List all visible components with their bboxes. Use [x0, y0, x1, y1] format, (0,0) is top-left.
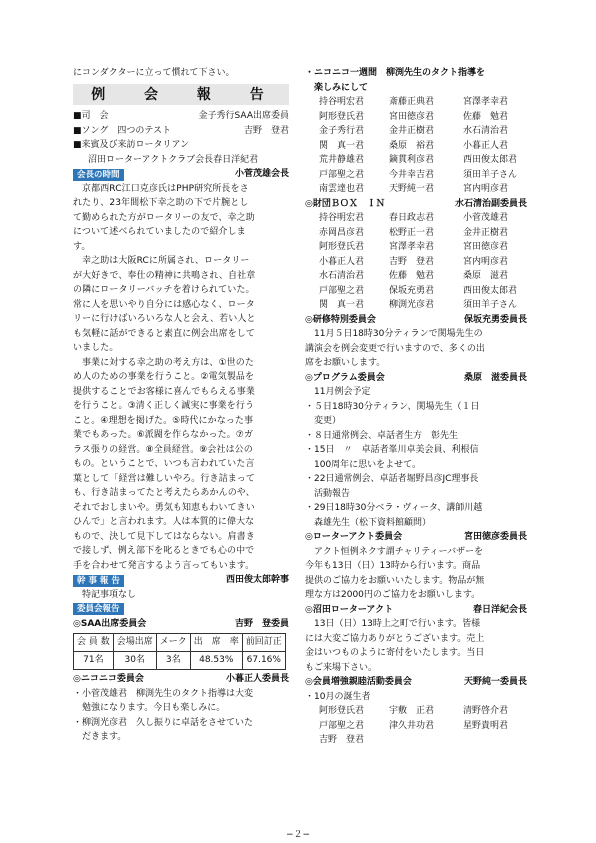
member-name: 宮田徳彦君	[463, 242, 509, 252]
president-para3	[73, 356, 289, 574]
text-line: 提供することでお客様に喜んでもらえる事業	[73, 386, 256, 397]
program-line: 11月例会予定	[314, 387, 371, 397]
member-name: 宮内明彦君	[463, 256, 509, 267]
member-name: 金井正樹君	[463, 227, 509, 238]
niko-name: 小暮正人委員長	[225, 674, 289, 684]
attendance-header-row	[74, 634, 286, 652]
chair-row	[73, 109, 289, 124]
member-name: 宮内明彦君	[463, 184, 509, 194]
name-row	[305, 298, 527, 313]
text-line: 金はいつものように寄付をいたします。当日	[305, 648, 485, 658]
ract-header	[305, 530, 527, 545]
text-line: れたり、23年間松下幸之助の下で片腕とし	[73, 198, 249, 208]
song-label: ■ソング 四つのテスト	[73, 125, 171, 136]
right-column	[305, 66, 527, 748]
member-title: ◎会員増強親睦活動委員会	[305, 677, 412, 687]
text-line: が大好きで、奉仕の精神に共鳴され、自社章	[73, 270, 256, 281]
ract-title: ◎ローターアクト委員会	[305, 532, 403, 542]
member-name: 金子秀行君	[319, 126, 365, 136]
program-line: 森雄先生（松下資料館顧問）	[314, 517, 432, 528]
header-rate: 出 席 率	[190, 634, 242, 652]
name-row	[305, 284, 527, 299]
name-row	[305, 95, 527, 110]
niko-week-title2: 楽しみにして	[314, 82, 369, 93]
name-row	[305, 269, 527, 284]
text-line: アクト恒例ネクす謂チャリティーバザーを	[314, 546, 484, 557]
member-name: 柳渕光彦君	[389, 300, 435, 310]
text-line: を行うこと。③清く正しく誠実に事業を行う	[73, 401, 255, 411]
text-line: こと。④理想を掲げた。⑤時代にかなった事	[73, 415, 254, 426]
program-line: ・22日通常例会、卓話者堀野昌彦JC理事長	[305, 474, 479, 484]
president-para1	[73, 182, 289, 255]
program-line: ・８日通常例会、卓話者生方 彰先生	[305, 430, 459, 441]
kanji-header	[73, 573, 289, 588]
program-name: 桑原 滋委員長	[463, 372, 527, 383]
name-row	[305, 110, 527, 125]
text-line: 13日（日）13時上之町で行います。皆様	[314, 619, 481, 629]
text-line: て勤められた方がロータリーの友で、幸之助	[73, 212, 255, 223]
text-line: 幸之助は大阪RCに所属され、ロータリー	[82, 256, 250, 266]
page-number: −２−	[285, 830, 311, 840]
member-name: 持谷明宏君	[319, 97, 365, 107]
name-row	[305, 124, 527, 139]
name-row	[305, 182, 527, 197]
header-makeup: メーク	[156, 634, 190, 652]
text-line: について述べられていましたので紹介しま	[73, 227, 246, 237]
member-name: 小菅茂雄君	[463, 213, 509, 223]
member-name: 吉野 登君	[389, 256, 435, 267]
member-name: 津久井功君	[389, 720, 435, 731]
text-line: いました。	[73, 343, 119, 353]
text-line: 京都西RC江口克彦氏はPHP研究所長をさ	[82, 183, 249, 194]
member-name: 南雲達也君	[319, 184, 365, 194]
member-name: 小暮正人君	[463, 140, 509, 151]
member-name: 戸部聖之君	[319, 720, 365, 731]
niko-line: ・小菅茂雄君 柳渕先生のタクト指導は大変	[73, 688, 254, 699]
member-header	[305, 675, 527, 690]
value-correction: 67.16%	[242, 652, 285, 670]
text-line: も気軽に話ができると素直に例会出席をして	[73, 328, 256, 339]
name-row	[305, 168, 527, 183]
box-name: 水石清治副委員長	[454, 198, 527, 209]
study-name: 保坂充勇委員長	[463, 314, 527, 325]
text-line: 常に人を思いやり自分には感心なく、ロータ	[73, 299, 255, 310]
niko-line: だきます。	[82, 732, 127, 742]
text-line: もので、決して見下してはならない。肩書き	[73, 531, 255, 542]
member-name: 天野純一委員長	[463, 677, 527, 687]
text-line: も、行き詰まってたと考えたらあかんのや、	[73, 488, 255, 498]
text-line: で接しず、例え部下を叱るときでも心の中で	[73, 546, 255, 556]
niko-header	[73, 672, 289, 687]
program-line: 変更）	[314, 416, 342, 426]
value-makeup: 3名	[156, 652, 190, 670]
numata-name: 春日洋紀会長	[472, 604, 527, 615]
text-line: 講演会を例会変更で行いますので、多くの出	[305, 343, 485, 354]
member-name: 戸部聖之君	[319, 169, 365, 180]
kanji-bar: 幹 事 報 告	[73, 575, 124, 587]
chair-label: ■司 会	[73, 111, 109, 121]
guest-label: ■来賓及び来訪ロータリアン	[73, 140, 190, 150]
program-line: ・５日18時30分ティラン、関場先生（１日	[305, 401, 480, 412]
member-name: 西田俊太郎君	[463, 155, 518, 165]
committee-header	[73, 602, 289, 617]
name-row	[305, 704, 527, 719]
member-name: 金井正樹君	[389, 126, 435, 136]
text-line: 事業に対する幸之助の考え方は、①世のた	[82, 357, 254, 368]
member-name: 鏑貫利彦君	[389, 155, 435, 165]
name-row	[305, 733, 527, 748]
member-name	[463, 733, 533, 748]
saa-title: ◎SAA出席委員会	[73, 618, 147, 629]
niko-week-names	[305, 95, 527, 197]
member-name	[389, 733, 463, 748]
name-row	[305, 255, 527, 270]
text-line: す。	[73, 241, 91, 252]
member-name: 西田俊太郎君	[463, 285, 518, 296]
member-name: 桑原 滋君	[463, 271, 509, 281]
saa-name: 吉野 登委員	[234, 618, 289, 629]
text-line: の隣にロータリーバッチを着けられていた。	[73, 285, 255, 295]
member-name: 持谷明宏君	[319, 213, 365, 223]
header-correction: 前回訂正	[242, 634, 285, 652]
member-name: 阿形登氏君	[319, 706, 365, 716]
program-title: ◎プログラム委員会	[305, 372, 385, 383]
text-line: ラス張りの経営。⑧全員経営。⑨会社は公の	[73, 444, 253, 455]
member-name: 清野啓介君	[463, 706, 509, 716]
program-line: ・15日 〃 卓話者峯川卓美会員、利根信	[305, 445, 479, 455]
member-name: 荒井静雄君	[319, 155, 365, 165]
member-name: 春日政志君	[389, 213, 435, 223]
niko-line: ・柳渕光彦君 久し振りに卓話をさせていた	[73, 717, 254, 728]
saa-header	[73, 617, 289, 632]
member-name: 宮澤孝幸君	[463, 97, 509, 107]
committee-bar: 委員会報告	[73, 603, 124, 615]
member-name: 阿形登氏君	[319, 242, 365, 252]
name-row	[305, 211, 527, 226]
niko-line: 勉強になります。今日も楽しみに。	[82, 703, 226, 713]
kanji-name: 西田俊太郎幹事	[225, 575, 289, 585]
study-title: ◎研修特別委員会	[305, 314, 376, 325]
text-line: には大変ご協力ありがとうございます。売上	[305, 633, 485, 644]
text-line: 業でもあった。⑥派閥を作らなかった。⑦ガ	[73, 430, 254, 440]
member-name: 桑原 裕君	[389, 140, 435, 151]
name-row	[305, 153, 527, 168]
president-header	[73, 167, 289, 182]
text-line: もご来場下さい。	[305, 662, 378, 673]
member-name: 斎藤正典君	[389, 97, 435, 107]
attendance-table	[73, 633, 286, 670]
member-name: 関 真一君	[319, 140, 365, 151]
member-name: 保坂充勇君	[389, 285, 435, 296]
song-value: 吉野 登君	[243, 125, 289, 136]
section-title: 例 会 報 告	[73, 84, 289, 106]
header-venue: 会場出席	[113, 634, 156, 652]
member-name: 松野正一君	[389, 227, 435, 238]
niko-week-title: ・ニコニコ一週間 柳渕先生のタクト指導を	[305, 68, 486, 78]
lead-line: にコンダクターに立って慣れて下さい。	[73, 68, 235, 78]
study-header	[305, 313, 527, 328]
member-name: 水石清治君	[319, 271, 365, 281]
member-names	[305, 704, 527, 748]
program-line: 活動報告	[314, 488, 351, 499]
president-para2	[73, 254, 289, 356]
box-header	[305, 197, 527, 212]
member-name: 佐藤 勉君	[389, 271, 435, 281]
name-row	[305, 240, 527, 255]
member-sub: ・10月の誕生者	[305, 691, 371, 702]
value-venue: 30名	[113, 652, 156, 670]
value-rate: 48.53%	[190, 652, 242, 670]
member-name: 宇敷 正君	[389, 706, 435, 716]
attendance-value-row	[74, 652, 286, 670]
name-row	[305, 226, 527, 241]
header-members: 会 員 数	[74, 634, 114, 652]
box-names	[305, 211, 527, 313]
kanji-text: 特記事項なし	[82, 589, 137, 600]
member-name: 吉野 登君	[319, 735, 365, 745]
song-row	[73, 124, 289, 139]
member-name: 須田羊子さん	[463, 300, 518, 310]
text-line: 手を合わせて発言するよう言ってもいます。	[73, 560, 255, 571]
text-line: 葉として「経営は難しいやろ。行き詰まって	[73, 473, 256, 484]
guest-line: 沼田ローターアクトクラブ会長春日洋紀君	[88, 154, 259, 165]
program-line: ・29日18時30分ベラ・ヴィータ、講師川越	[305, 503, 483, 513]
name-row	[305, 719, 527, 734]
program-header	[305, 371, 527, 386]
text-line: 今年も13日（日）13時から行います。商品	[305, 561, 481, 571]
text-line: リーに行けばいろいろな人と会え、若い人と	[73, 314, 256, 324]
member-name: 阿形登氏君	[319, 111, 365, 122]
ract-name: 宮田徳彦委員長	[463, 532, 527, 542]
text-line: もの。ということで、いつも言われていた言	[73, 459, 255, 469]
member-name: 水石清治君	[463, 126, 509, 136]
niko-title: ◎ニコニコ委員会	[73, 674, 144, 684]
numata-header	[305, 603, 527, 618]
text-line: それでおしまいや。勇気も知恵もわいてきい	[73, 502, 255, 513]
text-line: 理な方は2000円のご協力をお願いします。	[305, 590, 481, 600]
numata-title: ◎沼田ローターアクト	[305, 604, 394, 615]
value-members: 71名	[74, 652, 114, 670]
left-column	[73, 66, 289, 745]
text-line: 席をお願いします。	[305, 358, 386, 368]
member-name: 天野純一君	[389, 184, 435, 194]
member-name: 須田羊子さん	[463, 169, 518, 180]
member-name: 佐藤 勉君	[463, 111, 509, 122]
member-name: 関 真一君	[319, 300, 365, 310]
program-line: 100周年に思いをよせて。	[314, 459, 421, 470]
name-row	[305, 139, 527, 154]
member-name: 宮澤孝幸君	[389, 242, 435, 252]
member-name: 赤岡昌彦君	[319, 227, 365, 238]
president-name: 小菅茂雄会長	[234, 169, 289, 179]
text-line: 11月５日18時30分ティランで関場先生の	[314, 329, 483, 339]
text-line: ひんで」と言われます。人は本質的に偉大な	[73, 517, 255, 527]
member-name: 星野貴明君	[463, 720, 509, 731]
text-line: め人のための事業を行うこと。②電気製品を	[73, 372, 255, 382]
text-line: 提供のご協力をお願いいたします。物品が無	[305, 575, 485, 586]
member-name: 戸部聖之君	[319, 285, 365, 296]
member-name: 小暮正人君	[319, 256, 365, 267]
chair-value: 金子秀行SAA出席委員	[198, 111, 289, 121]
member-name: 今井幸吉君	[389, 169, 435, 180]
box-title: ◎財団ＢＯＸ ＩＮ	[305, 198, 385, 209]
guest-row	[73, 138, 289, 153]
member-name: 宮田徳彦君	[389, 111, 435, 122]
president-bar: 会長の時間	[73, 169, 124, 181]
